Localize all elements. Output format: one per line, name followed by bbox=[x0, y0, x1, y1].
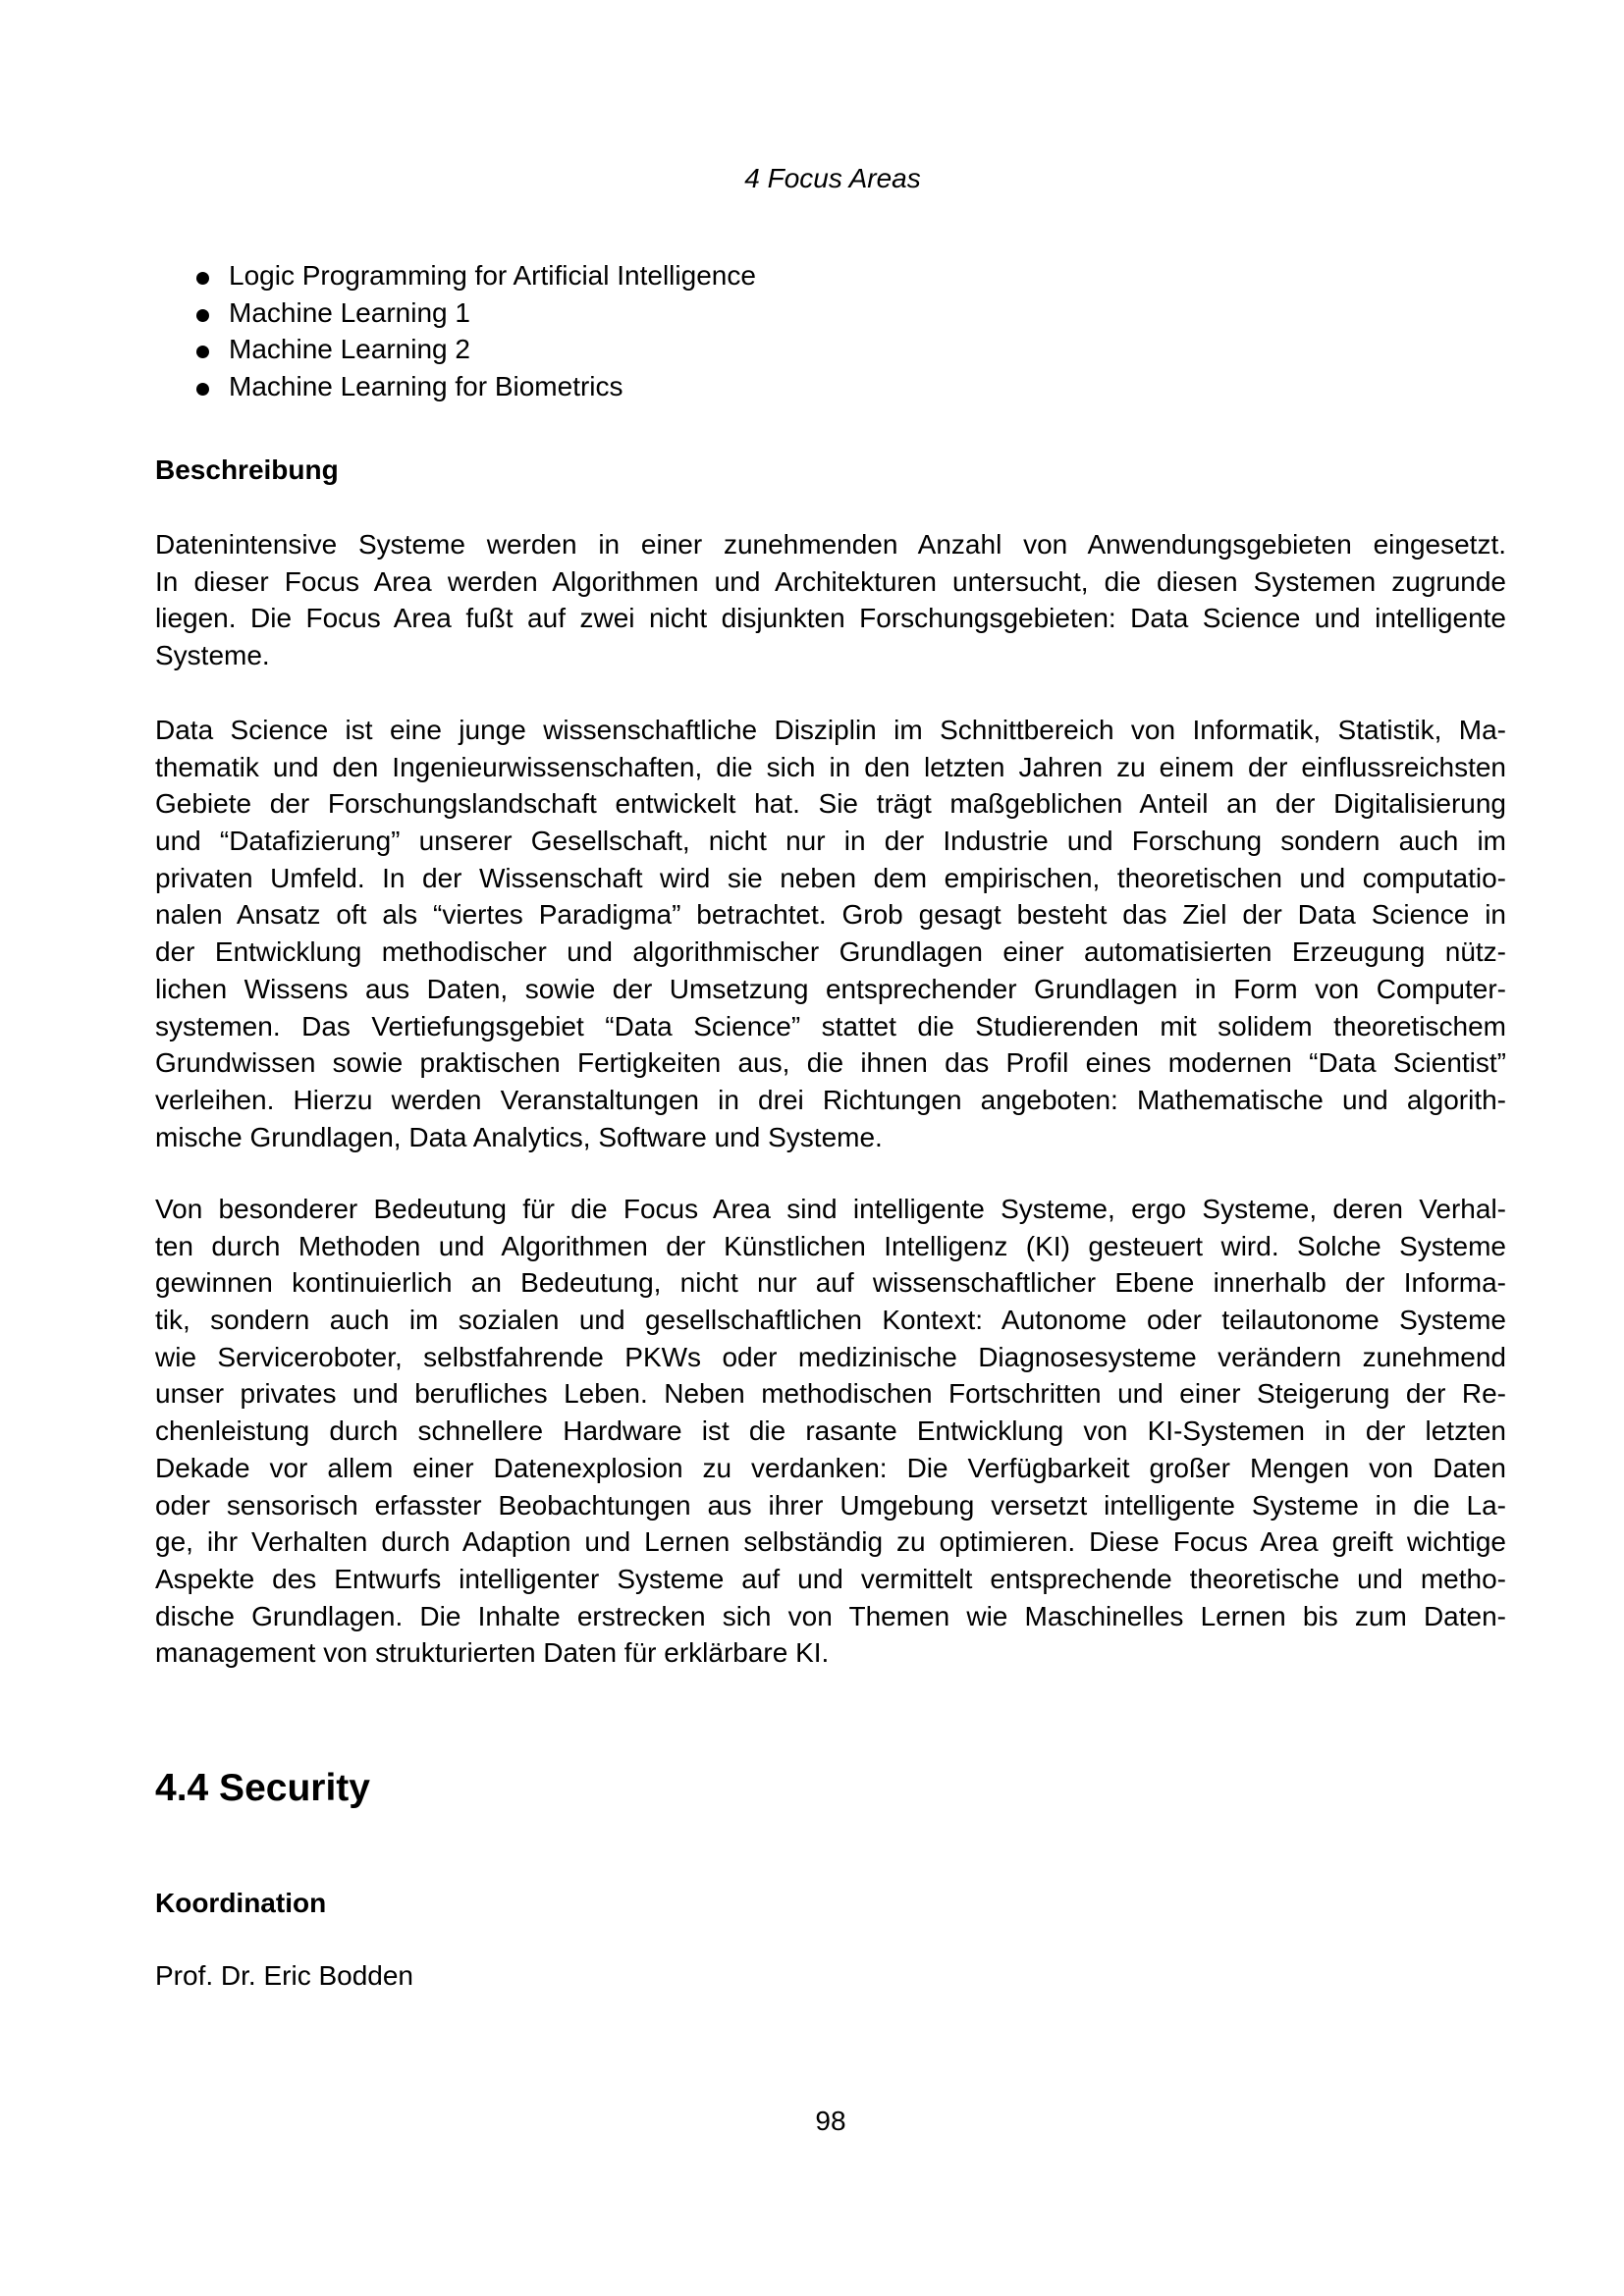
text-line: liegen. Die Focus Area fußt auf zwei nicht disjunkten Forschungsgebieten: Data Science und intelligente bbox=[155, 603, 1506, 634]
text-line: lichen Wissens aus Daten, sowie der Umsetzung entsprechender Grundlagen in Form von Computer- bbox=[155, 973, 1506, 1004]
list-item: Machine Learning 1 bbox=[155, 294, 1506, 332]
text-line: wie Serviceroboter, selbstfahrende PKWs oder medizinische Diagnosesysteme verändern zunehmend bbox=[155, 1341, 1506, 1372]
text-line: ten durch Methoden und Algorithmen der Künstlichen Intelligenz (KI) gesteuert wird. Solche Systeme bbox=[155, 1230, 1506, 1261]
list-item: Machine Learning 2 bbox=[155, 331, 1506, 368]
description-paragraph-3 bbox=[155, 1191, 1506, 1672]
text-line: Datenintensive Systeme werden in einer zunehmenden Anzahl von Anwendungsgebieten eingesetzt. bbox=[155, 529, 1506, 560]
text-line: gewinnen kontinuierlich an Bedeutung, nicht nur auf wissenschaftlicher Ebene innerhalb der Informa- bbox=[155, 1267, 1506, 1299]
text-line: tik, sondern auch im sozialen und gesellschaftlichen Kontext: Autonome oder teilautonome Systeme bbox=[155, 1305, 1506, 1336]
section-title: 4.4 Security bbox=[155, 1767, 370, 1809]
page-number: 98 bbox=[815, 2106, 846, 2136]
text-line: thematik und den Ingenieurwissenschaften, die sich in den letzten Jahren zu einem der einflussreichsten bbox=[155, 751, 1506, 782]
text-line: und “Datafizierung” unserer Gesellschaft, nicht nur in der Industrie und Forschung sondern auch im bbox=[155, 826, 1506, 857]
text-line: Von besonderer Bedeutung für die Focus Area sind intelligente Systeme, ergo Systeme, deren Verhal- bbox=[155, 1194, 1506, 1224]
description-paragraph-1 bbox=[155, 526, 1506, 674]
text-line: Gebiete der Forschungslandschaft entwickelt hat. Sie trägt maßgeblichen Anteil an der Digitalisierung bbox=[155, 788, 1506, 820]
running-header: 4 Focus Areas bbox=[744, 163, 921, 193]
text-line: oder sensorisch erfasster Beobachtungen aus ihrer Umgebung versetzt intelligente Systeme in die La- bbox=[155, 1489, 1506, 1521]
text-line: Systeme. bbox=[155, 640, 270, 671]
text-line: In dieser Focus Area werden Algorithmen und Architekturen untersucht, die diesen Systemen zugrunde bbox=[155, 565, 1506, 597]
text-line: management von strukturierten Daten für erklärbare KI. bbox=[155, 1637, 830, 1669]
text-line: Grundwissen sowie praktischen Fertigkeiten aus, die ihnen das Profil eines modernen “Data Scientist” bbox=[155, 1047, 1506, 1079]
course-list bbox=[155, 257, 1506, 405]
text-line: der Entwicklung methodischer und algorithmischer Grundlagen einer automatisierten Erzeugung nütz- bbox=[155, 936, 1506, 968]
text-line: nalen Ansatz oft als “viertes Paradigma” betrachtet. Grob gesagt besteht das Ziel der Data Science in bbox=[155, 899, 1506, 931]
bullet-icon bbox=[196, 383, 209, 396]
text-line: systemen. Das Vertiefungsgebiet “Data Science” stattet die Studierenden mit solidem theoretischem bbox=[155, 1010, 1506, 1041]
bullet-icon bbox=[196, 346, 209, 358]
list-item: Logic Programming for Artificial Intelligence bbox=[155, 257, 1506, 294]
text-line: ge, ihr Verhalten durch Adaption und Lernen selbständig zu optimieren. Diese Focus Area greift wichtige bbox=[155, 1526, 1506, 1558]
text-line: Data Science ist eine junge wissenschaftliche Disziplin im Schnittbereich von Informatik, Statistik, Ma- bbox=[155, 715, 1506, 745]
text-line: verleihen. Hierzu werden Veranstaltungen in drei Richtungen angeboten: Mathematische und algorith- bbox=[155, 1084, 1506, 1115]
text-line: chenleistung durch schnellere Hardware ist die rasante Entwicklung von KI-Systemen in der letzten bbox=[155, 1415, 1506, 1447]
coordination-heading: Koordination bbox=[155, 1888, 327, 1918]
text-line: mische Grundlagen, Data Analytics, Software und Systeme. bbox=[155, 1121, 883, 1152]
text-line: Dekade vor allem einer Datenexplosion zu verdanken: Die Verfügbarkeit großer Mengen von Daten bbox=[155, 1452, 1506, 1483]
coordinator-name: Prof. Dr. Eric Bodden bbox=[155, 1960, 414, 1991]
bullet-icon bbox=[196, 309, 209, 322]
text-line: privaten Umfeld. In der Wissenschaft wird sie neben dem empirischen, theoretischen und computatio- bbox=[155, 862, 1506, 893]
text-line: dische Grundlagen. Die Inhalte erstrecken sich von Themen wie Maschinelles Lernen bis zum Daten- bbox=[155, 1600, 1506, 1631]
list-item: Machine Learning for Biometrics bbox=[155, 368, 1506, 405]
text-line: unser privates und berufliches Leben. Neben methodischen Fortschritten und einer Steigerung der Re- bbox=[155, 1378, 1506, 1410]
description-heading: Beschreibung bbox=[155, 454, 339, 485]
text-line: Aspekte des Entwurfs intelligenter Systeme auf und vermittelt entsprechende theoretische und metho- bbox=[155, 1563, 1506, 1594]
description-paragraph-2 bbox=[155, 712, 1506, 1155]
bullet-icon bbox=[196, 272, 209, 285]
